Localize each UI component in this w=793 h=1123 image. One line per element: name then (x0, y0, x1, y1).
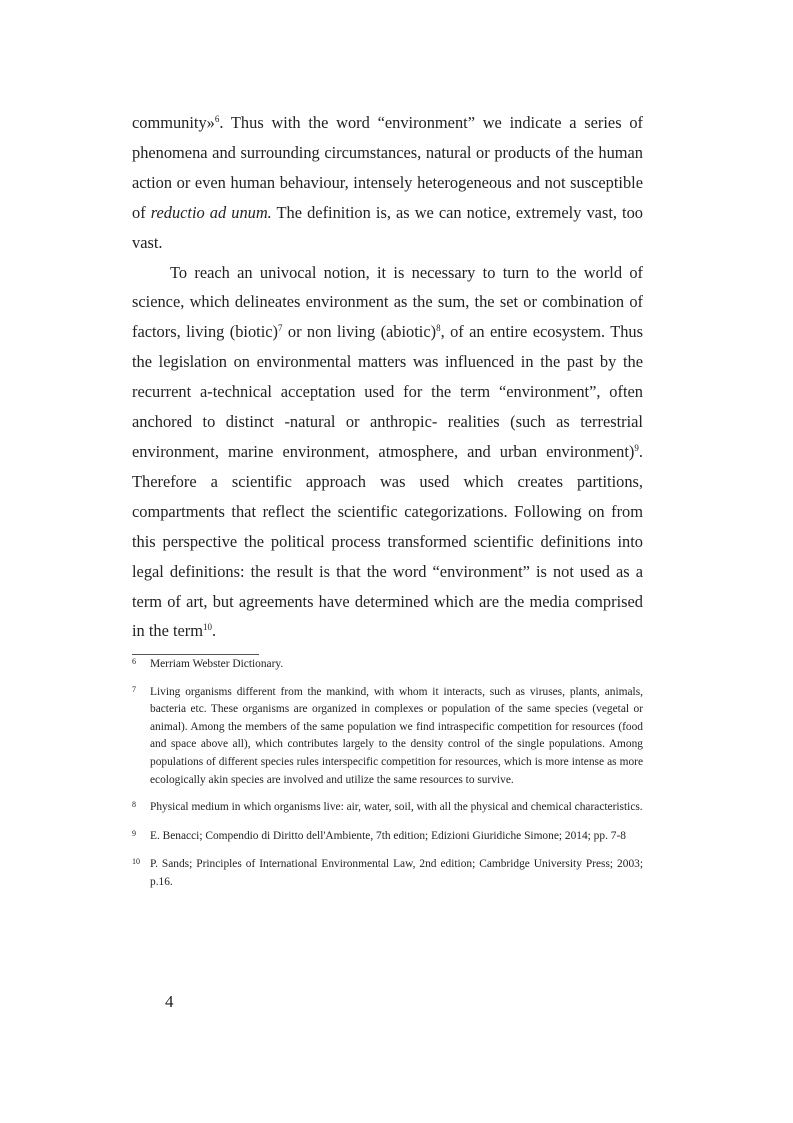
footnote-separator (132, 654, 259, 655)
footnote-text: P. Sands; Principles of International Environmental Law, 2nd edition; Cambridge University Press; 2003; p.16. (150, 858, 643, 888)
paragraph-text: . Therefore a scientific approach was used which creates partitions, compartments that reflect the scientific categorizations. Following on from this perspective the political process transformed scientific definitions into legal definitions: the result is that the word “environment” is not used as a term of art, but agreements have determined which are the media comprised in the term (132, 441, 643, 641)
footnote-10 (132, 856, 643, 891)
paragraph-text: or non living (abiotic) (282, 322, 437, 342)
footnote-7 (132, 684, 643, 790)
paragraph-text: , of an entire ecosystem. Thus the legislation on environmental matters was influenced in the past by the recurrent a-technical acceptation used for the term “environment”, often anchored to distinct -natural or anthropic- realities (such as terrestrial environment, marine environment, atmosphere, and urban environment) (132, 322, 643, 461)
footnote-ref-6[interactable]: 6 (214, 114, 220, 124)
footnotes (132, 656, 643, 892)
footnote-ref-7[interactable]: 7 (277, 323, 283, 334)
footnote-8 (132, 799, 643, 817)
footnote-9 (132, 828, 643, 846)
footnote-ref-8[interactable]: 8 (436, 323, 441, 334)
footnote-text: Living organisms different from the mankind, with whom it interacts, such as viruses, plants, animals, bacteria etc. These organisms are organized in complexes or population of the same species (vegetal or animal). Among the members of the same population we find intraspecific competition for resources (food and space above all), which contributes largely to the density control of the single populations. Among populations of different species rules interspecific competition for resources, which is more intense as more ecologically akin species are involved and utilize the same resources to survive. (150, 685, 643, 786)
paragraph-text: The definition is, as we can notice, extremely vast, too vast. (132, 202, 643, 252)
page-number: 4 (165, 992, 174, 1011)
paragraph-text: To reach an univocal notion, it is necessary to turn to the world of science, which delineates environment as the sum, the set or combination of factors, living (biotic) (132, 262, 643, 342)
footnote-number: 8 (132, 800, 136, 810)
paragraph-1 (132, 108, 643, 258)
footnote-number: 7 (132, 684, 136, 694)
footnote-text: E. Benacci; Compendio di Diritto dell'Ambiente, 7th edition; Edizioni Giuridiche Simone; 2014; pp. 7-8 (150, 829, 626, 842)
footnote-ref-10[interactable]: 10 (203, 622, 213, 633)
paragraph-2 (132, 258, 643, 647)
footnote-text: Physical medium in which organisms live: air, water, soil, with all the physical and chemical characteristics. (150, 801, 643, 814)
body-text (132, 108, 643, 646)
footnote-text: Merriam Webster Dictionary. (150, 658, 284, 670)
paragraph-text: . Thus with the word “environment” we indicate a series of phenomena and surrounding circumstances, natural or products of the human action or even human behaviour, intensely heterogeneous and not susceptible of (132, 113, 643, 222)
italic-phrase: reductio ad unum. (150, 202, 272, 222)
footnote-number: 9 (132, 828, 136, 838)
footnote-number: 6 (132, 657, 136, 666)
paragraph-text: . (212, 621, 217, 641)
footnote-number: 10 (132, 857, 140, 867)
footnote-ref-9[interactable]: 9 (634, 442, 639, 453)
paragraph-text: community» (132, 113, 215, 132)
footnote-6 (132, 656, 643, 674)
